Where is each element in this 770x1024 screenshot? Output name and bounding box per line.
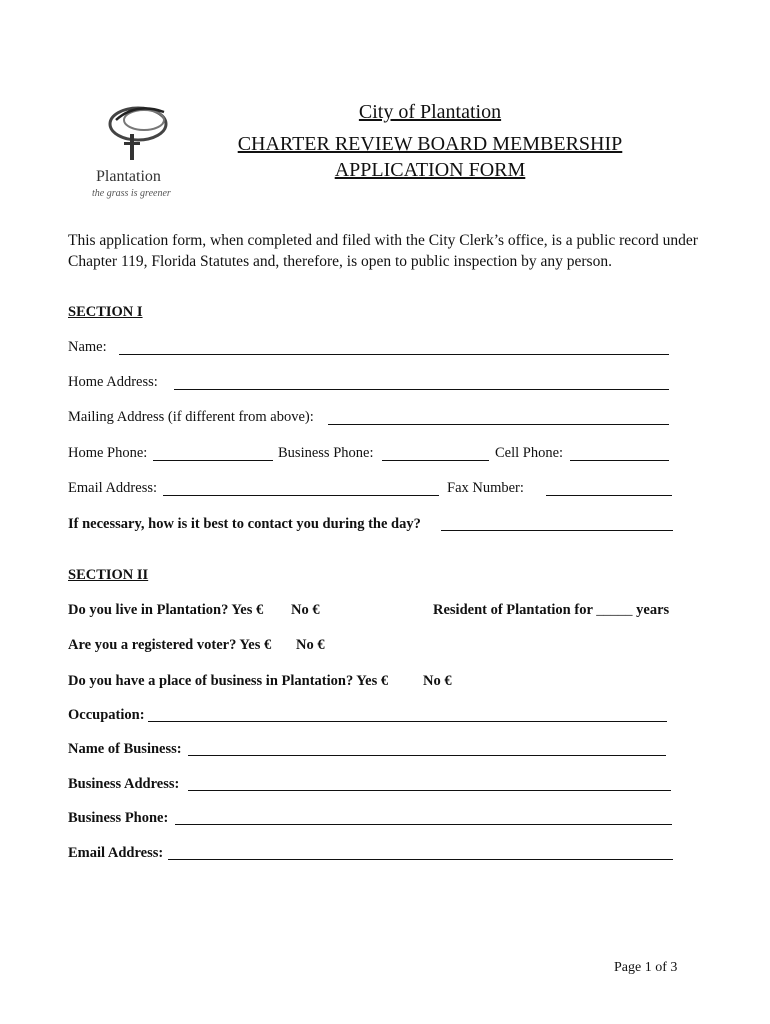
home-phone-label: Home Phone: (68, 445, 148, 461)
logo-tagline: the grass is greener (92, 188, 171, 199)
voter-no-option[interactable]: No € (296, 637, 325, 653)
section-2-heading: SECTION II (68, 567, 149, 583)
home-phone-field[interactable] (153, 460, 273, 461)
mailing-address-field[interactable] (328, 424, 669, 425)
email-field-1[interactable] (163, 495, 439, 496)
business-phone-field-1[interactable] (382, 460, 489, 461)
city-title: City of Plantation (358, 101, 502, 123)
form-title-line1: CHARTER REVIEW BOARD MEMBERSHIP (237, 133, 623, 155)
page-number: Page 1 of 3 (614, 960, 678, 975)
cell-phone-label: Cell Phone: (495, 445, 564, 461)
business-in-plantation-question[interactable]: Do you have a place of business in Plantation? Yes € (68, 673, 389, 689)
fax-field[interactable] (546, 495, 672, 496)
business-phone-field-2[interactable] (175, 824, 672, 825)
live-in-plantation-question[interactable]: Do you live in Plantation? Yes € (68, 602, 264, 618)
business-address-label: Business Address: (68, 776, 180, 792)
intro-paragraph: This application form, when completed and filed with the City Clerk’s office, is a public record under Chapter 119, Florida Statutes and, therefore, is open to public inspection by any person. (68, 232, 698, 270)
resident-years-field[interactable]: _____ (596, 602, 633, 618)
mailing-address-text: Mailing Address (68, 409, 165, 425)
business-phone-label-2: Business Phone: (68, 810, 169, 826)
form-title-line2: APPLICATION FORM (334, 159, 526, 181)
contact-question: If necessary, how is it best to contact you during the day? (68, 516, 421, 532)
cell-phone-field[interactable] (570, 460, 669, 461)
logo-city-text: Plantation (96, 168, 161, 185)
home-address-field[interactable] (174, 389, 669, 390)
business-phone-label-1: Business Phone: (278, 445, 374, 461)
registered-voter-question[interactable]: Are you a registered voter? Yes € (68, 637, 272, 653)
occupation-label: Occupation: (68, 707, 145, 723)
resident-label: Resident of Plantation for (433, 602, 593, 618)
business-address-field[interactable] (188, 790, 671, 791)
email-label-1: Email Address: (68, 480, 158, 496)
mailing-address-label (68, 409, 314, 429)
contact-field[interactable] (441, 530, 673, 531)
occupation-field[interactable] (148, 721, 667, 722)
email-field-2[interactable] (168, 859, 673, 860)
name-label: Name: (68, 339, 107, 355)
mailing-address-note: (if different from above): (167, 409, 314, 425)
business-name-field[interactable] (188, 755, 666, 756)
live-no-option[interactable]: No € (291, 602, 320, 618)
years-label: years (636, 602, 670, 618)
home-address-label: Home Address: (68, 374, 158, 390)
business-name-label: Name of Business: (68, 741, 182, 757)
section-1-heading: SECTION I (68, 304, 143, 320)
business-no-option[interactable]: No € (423, 673, 452, 689)
email-label-2: Email Address: (68, 845, 164, 861)
fax-label: Fax Number: (447, 480, 524, 496)
resident-years-label (433, 602, 669, 619)
name-field[interactable] (119, 354, 669, 355)
